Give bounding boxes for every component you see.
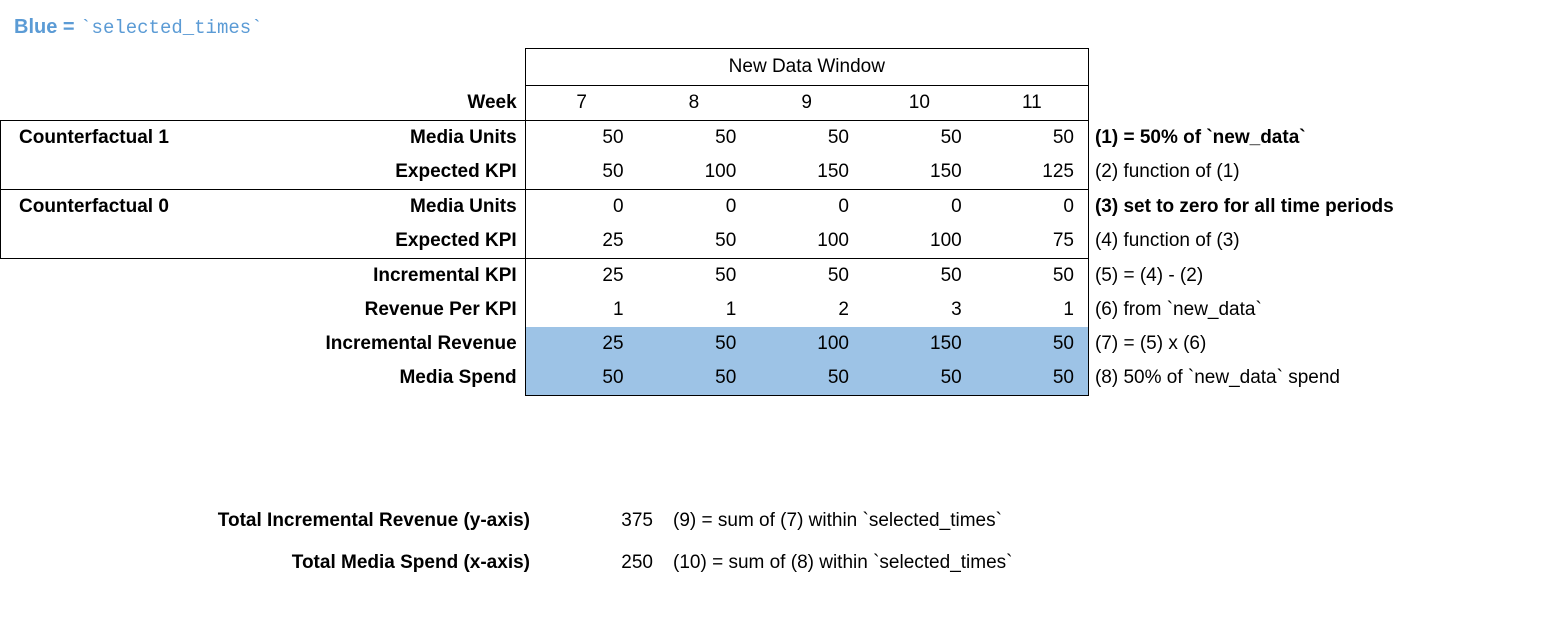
- spacer-cell: [1, 49, 219, 86]
- cell-value: 1: [725, 299, 737, 320]
- total-incremental-revenue-note: (9) = sum of (7) within `selected_times`: [673, 510, 1002, 531]
- row-note: (5) = (4) - (2): [1094, 264, 1204, 286]
- group-header-new-data-window: New Data Window: [525, 49, 1088, 86]
- cell-value: 2: [838, 299, 849, 320]
- table-row: [1, 259, 1544, 294]
- table-row: [1, 190, 1544, 225]
- cell-value: 0: [976, 190, 1089, 225]
- cell-value: 50: [525, 361, 637, 396]
- row-group-label: [1, 361, 219, 396]
- cell-value: 100: [750, 327, 863, 361]
- totals-row: [0, 542, 1012, 584]
- spacer-cell: [1088, 49, 1543, 86]
- totals-section: [0, 500, 1544, 584]
- cell-value: 25: [525, 224, 637, 259]
- cell-value: 150: [930, 161, 962, 182]
- table-row: [1, 121, 1544, 156]
- cell-value: 3: [951, 299, 962, 320]
- week-header-cell: 7: [525, 86, 637, 121]
- row-note: (4) function of (3): [1094, 230, 1240, 252]
- row-note: (1) = 50% of `new_data`: [1094, 126, 1306, 148]
- row-label: Expected KPI: [219, 224, 525, 259]
- row-label: Media Spend: [399, 367, 517, 389]
- cell-value: 50: [827, 265, 849, 286]
- totals-row: [0, 500, 1012, 542]
- counterfactual-table-wrapper: [0, 48, 1544, 396]
- cell-value: 0: [525, 190, 637, 225]
- legend-prefix: Blue =: [14, 16, 81, 38]
- table-row: [1, 293, 1544, 327]
- week-header-cell: 11: [976, 86, 1089, 121]
- cell-value: 50: [750, 361, 863, 396]
- table-row: [1, 155, 1544, 190]
- cell-value: 50: [976, 121, 1089, 156]
- cell-value: 150: [817, 161, 849, 182]
- table-week-row: [1, 86, 1544, 121]
- row-group-label: Counterfactual 1: [1, 121, 219, 156]
- cell-value: 0: [863, 190, 976, 225]
- counterfactual-table: [0, 48, 1544, 396]
- total-incremental-revenue-value: 375: [621, 510, 653, 531]
- cell-value: 50: [863, 121, 976, 156]
- row-group-label: [1, 224, 219, 259]
- cell-value: 50: [976, 361, 1089, 396]
- week-label: Week: [467, 91, 517, 113]
- cell-value: 1: [525, 293, 637, 327]
- row-note: (6) from `new_data`: [1094, 299, 1262, 320]
- total-media-spend-note: (10) = sum of (8) within `selected_times`: [673, 552, 1013, 573]
- row-label: Incremental KPI: [373, 265, 517, 286]
- spacer-cell: [1088, 86, 1543, 121]
- cell-value: 50: [638, 224, 751, 259]
- total-media-spend-value: 250: [621, 552, 653, 573]
- cell-value: 50: [940, 265, 962, 286]
- table-row: [1, 361, 1544, 396]
- row-label: Media Units: [219, 190, 525, 225]
- cell-value: 50: [638, 361, 751, 396]
- week-header-cell: 8: [688, 92, 700, 113]
- row-note: (7) = (5) x (6): [1094, 333, 1207, 354]
- cell-value: 125: [976, 155, 1089, 190]
- week-header-cell: 10: [908, 92, 930, 113]
- cell-value: 50: [863, 361, 976, 396]
- cell-value: 50: [750, 121, 863, 156]
- cell-value: 0: [638, 190, 751, 225]
- cell-value: 50: [638, 121, 751, 156]
- cell-value: 100: [750, 224, 863, 259]
- cell-value: 50: [525, 121, 637, 156]
- cell-value: 50: [976, 259, 1089, 294]
- row-group-label: [1, 293, 219, 327]
- totals-table: [0, 500, 1012, 584]
- row-note: (3) set to zero for all time periods: [1094, 195, 1394, 217]
- cell-value: 50: [715, 265, 737, 286]
- cell-value: 100: [863, 224, 976, 259]
- total-media-spend-label: Total Media Spend (x-axis): [291, 552, 530, 573]
- row-label: Media Units: [219, 121, 525, 156]
- spacer-cell: [1, 86, 219, 121]
- row-group-label: [1, 327, 219, 361]
- cell-value: 75: [976, 224, 1089, 259]
- cell-value: 25: [525, 259, 637, 294]
- cell-value: 100: [704, 161, 737, 182]
- spacer-cell: [219, 49, 525, 86]
- legend-selected-times: [14, 16, 263, 39]
- cell-value: 50: [976, 327, 1089, 361]
- total-incremental-revenue-label: Total Incremental Revenue (y-axis): [217, 510, 530, 531]
- row-note: (2) function of (1): [1094, 161, 1240, 183]
- cell-value: 0: [750, 190, 863, 225]
- row-group-label: [1, 259, 219, 294]
- row-note: (8) 50% of `new_data` spend: [1094, 367, 1340, 389]
- row-group-label: [1, 155, 219, 190]
- table-row: [1, 224, 1544, 259]
- row-label: Incremental Revenue: [325, 333, 517, 354]
- cell-value: 50: [525, 155, 637, 190]
- cell-value: 25: [525, 327, 637, 361]
- row-label: Revenue Per KPI: [364, 299, 517, 320]
- cell-value: 150: [863, 327, 976, 361]
- week-header-cell: 9: [801, 92, 812, 113]
- cell-value: 1: [976, 293, 1089, 327]
- table-row: [1, 327, 1544, 361]
- table-header-group-row: [1, 49, 1544, 86]
- row-label: Expected KPI: [395, 161, 517, 182]
- legend-code: `selected_times`: [80, 17, 263, 39]
- cell-value: 50: [638, 327, 751, 361]
- row-group-label: Counterfactual 0: [1, 190, 219, 225]
